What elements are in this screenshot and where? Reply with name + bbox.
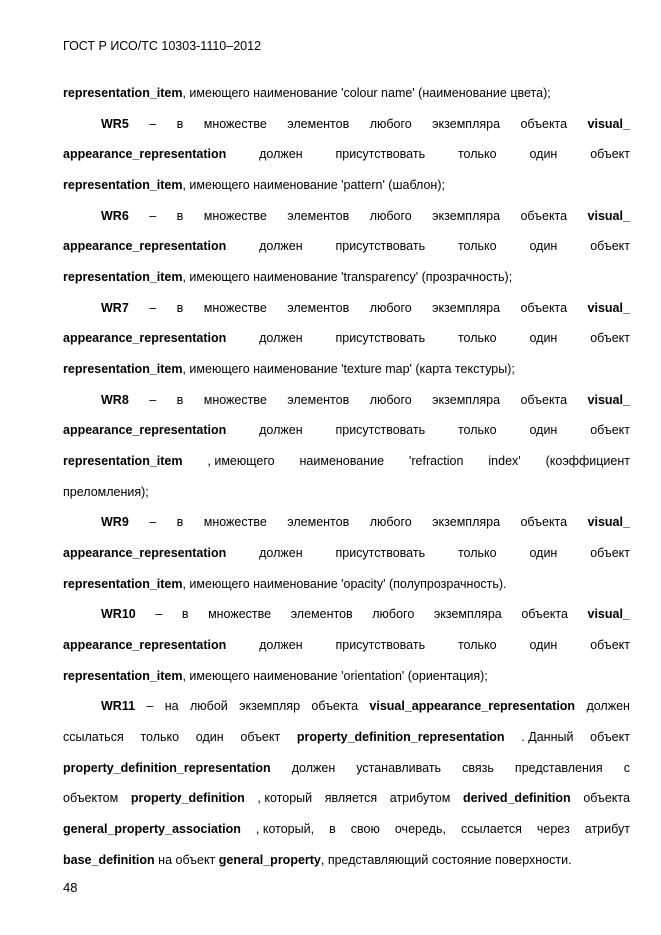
entity-name: representation_item bbox=[63, 576, 183, 591]
text-fragment: в bbox=[329, 821, 336, 836]
text-fragment: один bbox=[529, 545, 558, 560]
text-fragment: в bbox=[176, 300, 184, 315]
entity-name: base_definition bbox=[63, 852, 155, 867]
entity-name: appearance_representation bbox=[63, 637, 227, 652]
text-fragment: только bbox=[457, 239, 497, 254]
text-fragment: присутствовать bbox=[335, 545, 426, 560]
entity-name: general_property_association bbox=[63, 821, 241, 836]
text-fragment: любого bbox=[369, 392, 412, 407]
text-fragment: элементов bbox=[287, 208, 350, 223]
text-fragment: – bbox=[149, 208, 157, 223]
text-line bbox=[63, 637, 630, 653]
text-line bbox=[63, 729, 630, 745]
text-fragment: должен bbox=[586, 699, 630, 714]
text-fragment: объекта bbox=[521, 607, 568, 622]
text-fragment: , имеющего наименование 'orientation' (ориентация); bbox=[182, 668, 488, 683]
text-fragment: один bbox=[195, 729, 224, 744]
text-fragment: элементов bbox=[287, 300, 350, 315]
text-fragment: в bbox=[176, 515, 184, 530]
text-fragment: экземпляра bbox=[432, 392, 501, 407]
text-fragment: только bbox=[457, 545, 497, 560]
text-fragment: экземпляра bbox=[432, 300, 501, 315]
text-line bbox=[63, 576, 630, 592]
entity-name: derived_definition bbox=[463, 791, 571, 806]
text-fragment: , имеющего bbox=[207, 453, 275, 468]
text-fragment: свою bbox=[350, 821, 380, 836]
entity-name: WR11 bbox=[101, 699, 136, 714]
text-line bbox=[63, 422, 630, 438]
text-fragment: только bbox=[457, 147, 497, 162]
text-fragment: любого bbox=[369, 208, 412, 223]
page-number: 48 bbox=[63, 880, 78, 895]
text-fragment: на объект bbox=[154, 852, 219, 867]
text-line bbox=[63, 453, 630, 469]
text-fragment: очередь, bbox=[394, 821, 446, 836]
entity-name: visual_ bbox=[587, 607, 630, 622]
entity-name: property_definition_representation bbox=[296, 729, 505, 744]
entity-name: property_definition_representation bbox=[63, 760, 271, 775]
text-fragment: – bbox=[149, 515, 157, 530]
text-fragment: объект bbox=[590, 331, 630, 346]
text-line bbox=[63, 484, 630, 500]
text-fragment: , имеющего наименование 'pattern' (шаблон); bbox=[182, 177, 445, 192]
text-fragment: на bbox=[164, 699, 179, 714]
text-fragment: должен bbox=[259, 545, 303, 560]
text-fragment: экземпляра bbox=[433, 607, 502, 622]
text-fragment: присутствовать bbox=[335, 147, 426, 162]
text-fragment: является bbox=[324, 791, 378, 806]
text-fragment: атрибут bbox=[584, 821, 630, 836]
text-fragment: , имеющего наименование 'transparency' (прозрачность); bbox=[182, 269, 513, 284]
entity-name: representation_item bbox=[63, 86, 183, 100]
text-fragment: объект bbox=[590, 545, 630, 560]
text-fragment: объекта bbox=[520, 208, 568, 223]
text-fragment: – bbox=[155, 607, 163, 622]
text-line bbox=[101, 300, 630, 316]
text-fragment: , имеющего наименование 'opacity' (полупрозрачность). bbox=[182, 576, 507, 591]
text-line bbox=[63, 177, 630, 193]
text-fragment: объект bbox=[590, 147, 630, 162]
text-line bbox=[101, 392, 630, 408]
text-fragment: объект bbox=[590, 729, 630, 744]
text-line bbox=[101, 606, 630, 622]
text-fragment: экземпляра bbox=[432, 208, 501, 223]
text-fragment: один bbox=[529, 637, 558, 652]
text-fragment: связь bbox=[462, 760, 494, 775]
entity-name: representation_item bbox=[63, 668, 183, 683]
text-fragment: объекта bbox=[311, 699, 359, 714]
text-fragment: должен bbox=[259, 637, 303, 652]
text-fragment: любого bbox=[369, 116, 412, 131]
text-fragment: экземпляра bbox=[432, 515, 501, 530]
text-fragment: должен bbox=[259, 147, 303, 162]
text-fragment: объект bbox=[240, 729, 281, 744]
text-fragment: ссылается bbox=[460, 821, 522, 836]
entity-name: visual_ bbox=[587, 300, 630, 315]
text-line bbox=[101, 208, 630, 224]
text-line bbox=[63, 330, 630, 346]
entity-name: representation_item bbox=[63, 269, 183, 284]
text-fragment: index' bbox=[488, 453, 521, 468]
text-fragment: в bbox=[181, 607, 189, 622]
text-fragment: множестве bbox=[203, 515, 267, 530]
text-line bbox=[63, 545, 630, 561]
text-fragment: экземпляра bbox=[432, 116, 501, 131]
text-fragment: элементов bbox=[287, 392, 350, 407]
text-line bbox=[63, 668, 630, 684]
text-line bbox=[101, 698, 630, 714]
text-line bbox=[63, 361, 630, 377]
text-fragment: только bbox=[140, 729, 180, 744]
text-fragment: любого bbox=[369, 300, 412, 315]
text-fragment: объекта bbox=[520, 392, 568, 407]
text-fragment: элементов bbox=[287, 515, 350, 530]
text-fragment: , который bbox=[257, 791, 313, 806]
entity-name: WR7 bbox=[101, 300, 129, 315]
document-header: ГОСТ Р ИСО/ТС 10303-1110–2012 bbox=[63, 39, 262, 53]
entity-name: visual_appearance_representation bbox=[369, 699, 576, 714]
text-fragment: только bbox=[457, 637, 497, 652]
text-fragment: , имеющего наименование 'colour name' (наименование цвета); bbox=[182, 86, 551, 100]
text-fragment: преломления); bbox=[63, 484, 149, 499]
text-fragment: экземпляр bbox=[239, 699, 301, 714]
text-fragment: присутствовать bbox=[335, 637, 426, 652]
entity-name: visual_ bbox=[587, 515, 630, 530]
text-fragment: только bbox=[457, 423, 497, 438]
text-fragment: объекта bbox=[520, 515, 568, 530]
entity-name: general_property bbox=[218, 852, 321, 867]
entity-name: appearance_representation bbox=[63, 147, 227, 162]
text-line bbox=[63, 269, 630, 285]
text-fragment: объекта bbox=[520, 116, 568, 131]
text-line bbox=[63, 790, 630, 806]
text-line bbox=[101, 116, 630, 132]
text-fragment: , имеющего наименование 'texture map' (карта текстуры); bbox=[182, 361, 515, 376]
entity-name: appearance_representation bbox=[63, 545, 227, 560]
entity-name: visual_ bbox=[587, 116, 630, 131]
text-fragment: через bbox=[536, 821, 570, 836]
text-fragment: – bbox=[149, 116, 157, 131]
text-fragment: объекта bbox=[520, 300, 568, 315]
text-line bbox=[63, 238, 630, 254]
entity-name: visual_ bbox=[587, 392, 630, 407]
text-fragment: наименование bbox=[299, 453, 385, 468]
entity-name: WR8 bbox=[101, 392, 129, 407]
text-fragment: множестве bbox=[208, 607, 272, 622]
text-fragment: объект bbox=[590, 423, 630, 438]
text-line bbox=[63, 760, 630, 776]
text-fragment: присутствовать bbox=[335, 423, 426, 438]
entity-name: WR9 bbox=[101, 515, 129, 530]
entity-name: appearance_representation bbox=[63, 423, 227, 438]
text-line bbox=[63, 852, 630, 868]
text-fragment: один bbox=[529, 331, 558, 346]
text-fragment: (коэффициент bbox=[545, 453, 630, 468]
text-fragment: , который, bbox=[255, 821, 315, 836]
entity-name: WR6 bbox=[101, 208, 129, 223]
entity-name: property_definition bbox=[130, 791, 245, 806]
entity-name: representation_item bbox=[63, 361, 183, 376]
entity-name: appearance_representation bbox=[63, 331, 227, 346]
text-fragment: с bbox=[623, 760, 630, 775]
text-fragment: представления bbox=[514, 760, 603, 775]
text-fragment: должен bbox=[259, 423, 303, 438]
text-line bbox=[101, 514, 630, 530]
entity-name: WR10 bbox=[101, 607, 136, 622]
entity-name: representation_item bbox=[63, 177, 183, 192]
text-fragment: 'refraction bbox=[408, 453, 464, 468]
text-fragment: устанавливать bbox=[356, 760, 442, 775]
text-fragment: должен bbox=[259, 331, 303, 346]
text-line bbox=[63, 85, 630, 101]
text-fragment: любого bbox=[372, 607, 415, 622]
text-fragment: – bbox=[146, 699, 154, 714]
text-fragment: один bbox=[529, 147, 558, 162]
text-fragment: объект bbox=[590, 637, 630, 652]
entity-name: representation_item bbox=[63, 453, 183, 468]
text-fragment: – bbox=[149, 300, 157, 315]
text-fragment: в bbox=[176, 208, 184, 223]
text-fragment: ссылаться bbox=[63, 729, 124, 744]
text-fragment: любой bbox=[189, 699, 228, 714]
text-fragment: только bbox=[457, 331, 497, 346]
text-fragment: присутствовать bbox=[335, 239, 426, 254]
text-fragment: множестве bbox=[203, 392, 267, 407]
text-fragment: элементов bbox=[290, 607, 353, 622]
text-fragment: объекта bbox=[583, 791, 630, 806]
text-fragment: – bbox=[149, 392, 157, 407]
text-fragment: множестве bbox=[203, 116, 267, 131]
text-fragment: объект bbox=[590, 239, 630, 254]
text-fragment: , представляющий состояние поверхности. bbox=[320, 852, 572, 867]
text-fragment: множестве bbox=[203, 300, 267, 315]
entity-name: appearance_representation bbox=[63, 239, 227, 254]
text-line bbox=[63, 821, 630, 837]
text-fragment: один bbox=[529, 239, 558, 254]
text-fragment: множестве bbox=[203, 208, 267, 223]
text-fragment: любого bbox=[369, 515, 412, 530]
text-fragment: в bbox=[176, 116, 184, 131]
entity-name: visual_ bbox=[587, 208, 630, 223]
entity-name: WR5 bbox=[101, 116, 129, 131]
text-fragment: в bbox=[176, 392, 184, 407]
text-fragment: объектом bbox=[63, 791, 119, 806]
text-fragment: . Данный bbox=[521, 729, 574, 744]
text-fragment: один bbox=[529, 423, 558, 438]
text-fragment: присутствовать bbox=[335, 331, 426, 346]
text-fragment: должен bbox=[291, 760, 336, 775]
text-line bbox=[63, 146, 630, 162]
text-fragment: атрибутом bbox=[389, 791, 451, 806]
text-fragment: должен bbox=[259, 239, 303, 254]
text-fragment: элементов bbox=[287, 116, 350, 131]
